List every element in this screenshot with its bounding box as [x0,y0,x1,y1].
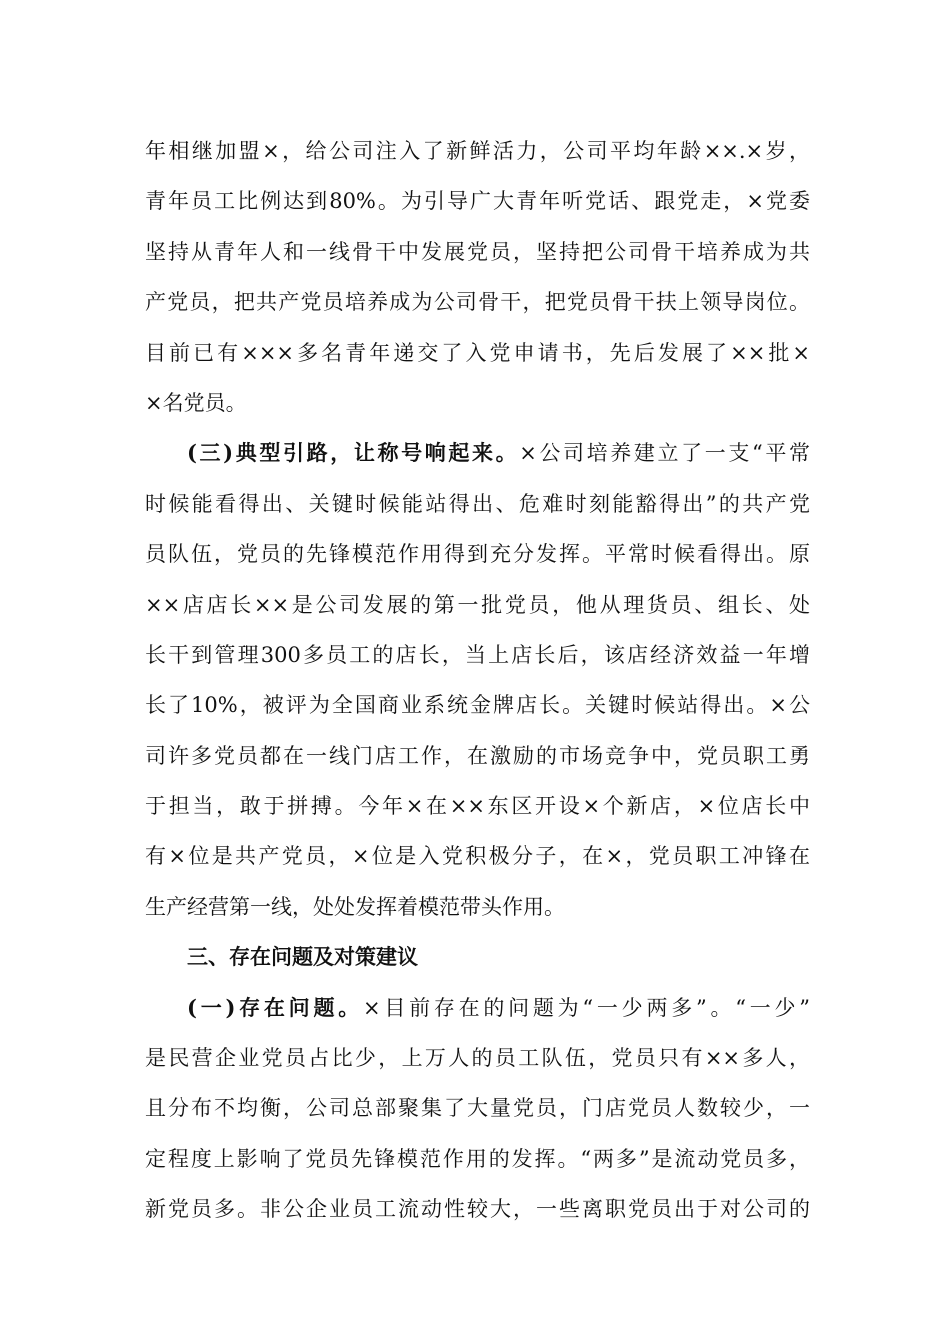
text-line: ××店店长××是公司发展的第一批党员，他从理货员、组长、处 [145,592,810,617]
paragraph-youth-members [145,126,810,428]
text-line: 有×位是共产党员，×位是入党积极分子，在×，党员职工冲锋在 [145,844,810,869]
text-line: 坚持从青年人和一线骨干中发展党员，坚持把公司骨干培养成为共 [145,239,810,264]
text-run: ×目前存在的问题为“一少两多”。“一少” [362,995,810,1020]
paragraph-typical-leadership [145,428,810,932]
subsection-heading: (三)典型引路，让称号响起来。 [187,440,520,466]
document-body [145,126,810,1235]
text-line: 生产经营第一线，处处发挥着模范带头作用。 [145,894,565,919]
text-line: 目前已有×××多名青年递交了入党申请书，先后发展了××批× [145,340,810,365]
text-line: ×名党员。 [145,390,247,415]
text-line [145,983,810,1033]
text-line [145,428,810,478]
section-heading: 三、存在问题及对策建议 [187,944,418,970]
text-line: 且分布不均衡，公司总部聚集了大量党员，门店党员人数较少，一 [145,1096,810,1121]
text-line: 员队伍，党员的先锋模范作用得到充分发挥。平常时候看得出。原 [145,542,810,567]
text-line: 长了10%，被评为全国商业系统金牌店长。关键时候站得出。×公 [145,693,810,718]
subsection-heading: (一)存在问题。 [187,994,363,1020]
text-line: 定程度上影响了党员先锋模范作用的发挥。“两多”是流动党员多， [145,1146,810,1171]
text-line: 年相继加盟×，给公司注入了新鲜活力，公司平均年龄××.×岁， [145,139,810,163]
text-line: 司许多党员都在一线门店工作，在激励的市场竞争中，党员职工勇 [145,743,810,768]
text-line: 产党员，把共产党员培养成为公司骨干，把党员骨干扶上领导岗位。 [145,290,810,315]
paragraph-existing-problems [145,983,810,1235]
section-heading-paragraph [145,932,810,982]
text-line: 于担当，敢于拼搏。今年×在××东区开设×个新店，×位店长中 [145,794,810,819]
text-line: 新党员多。非公企业员工流动性较大，一些离职党员出于对公司的 [145,1197,810,1222]
text-line: 是民营企业党员占比少，上万人的员工队伍，党员只有××多人， [145,1046,810,1071]
text-line: 时候能看得出、关键时候能站得出、危难时刻能豁得出”的共产党 [145,491,810,516]
text-line: 长干到管理300多员工的店长，当上店长后，该店经济效益一年增 [145,642,810,667]
text-line: 青年员工比例达到80%。为引导广大青年听党话、跟党走，×党委 [145,189,810,214]
text-run: ×公司培养建立了一支“平常 [519,441,810,466]
